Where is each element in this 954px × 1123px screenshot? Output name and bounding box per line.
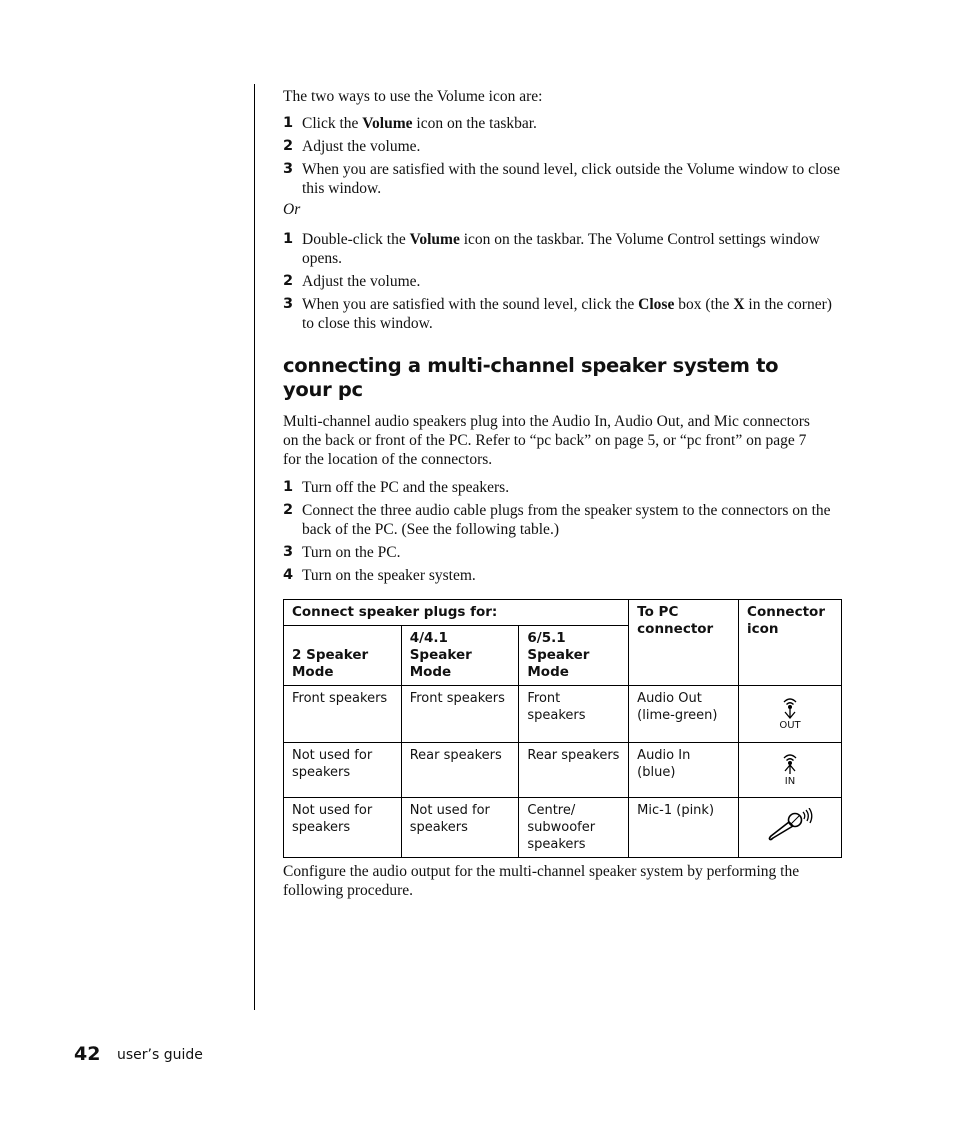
speaker-steps — [283, 478, 843, 589]
step-number: 2 — [283, 138, 294, 154]
table-cell: Rear speakers — [519, 743, 629, 798]
table-row — [284, 743, 842, 798]
footer-title: user’s guide — [117, 1047, 203, 1063]
list-item: 2 Adjust the volume. — [283, 138, 421, 155]
table-row — [284, 798, 842, 858]
icon-cell — [739, 686, 842, 743]
page-number: 42 — [74, 1043, 101, 1065]
table-cell: Not used for speakers — [284, 743, 402, 798]
connector-table — [283, 599, 842, 858]
icon-cell — [739, 798, 842, 858]
table-header-row — [284, 600, 842, 626]
table-cell: Mic-1 (pink) — [629, 798, 739, 858]
table-cell: Not used for speakers — [401, 798, 519, 858]
list-item: 1 Turn off the PC and the speakers. — [283, 479, 510, 496]
step-number: 3 — [283, 161, 294, 177]
volume-steps-a — [283, 114, 843, 202]
to-pc-header: To PC connector — [629, 600, 739, 686]
table-row — [284, 686, 842, 743]
list-item: 2 Connect the three audio cable plugs from the speaker system to the connectors on the back of the PC. (See the following table.) — [283, 502, 831, 538]
margin-rule — [254, 84, 255, 1010]
mode-header: 6/5.1 Speaker Mode — [519, 626, 629, 686]
volume-intro: The two ways to use the Volume icon are: — [283, 88, 543, 105]
list-item: 1 Double-click the Volume icon on the taskbar. The Volume Control settings window opens. — [283, 231, 820, 267]
icon-header: Connector icon — [739, 600, 842, 686]
audio-out-icon — [779, 697, 800, 731]
list-item: 1 Click the Volume icon on the taskbar. — [283, 115, 537, 132]
step-number: 2 — [283, 273, 294, 289]
list-item: 3 When you are satisfied with the sound level, click the Close box (the X in the corner) to close this window. — [283, 296, 832, 332]
group-header: Connect speaker plugs for: — [284, 600, 629, 626]
step-number: 1 — [283, 115, 294, 131]
icon-cell — [739, 743, 842, 798]
mode-header: 4/4.1 Speaker Mode — [401, 626, 519, 686]
step-number: 2 — [283, 502, 294, 518]
step-number: 1 — [283, 231, 294, 247]
list-item: 3 When you are satisfied with the sound level, click outside the Volume window to close this window. — [283, 161, 840, 197]
table-cell: Front speakers — [519, 686, 629, 743]
step-number: 3 — [283, 296, 294, 312]
step-number: 1 — [283, 479, 294, 495]
table-cell: Front speakers — [401, 686, 519, 743]
table-cell: Rear speakers — [401, 743, 519, 798]
volume-steps-b — [283, 230, 843, 337]
list-item: 2 Adjust the volume. — [283, 273, 421, 290]
table-cell: Audio In (blue) — [629, 743, 739, 798]
audio-in-icon — [780, 753, 800, 787]
microphone-icon — [767, 808, 813, 842]
table-cell: Front speakers — [284, 686, 402, 743]
speaker-outro: Configure the audio output for the multi-channel speaker system by performing the following procedure. — [283, 863, 800, 899]
or-separator: Or — [283, 201, 301, 218]
table-cell: Audio Out (lime-green) — [629, 686, 739, 743]
mode-header: 2 Speaker Mode — [284, 626, 402, 686]
jack-label: IN — [784, 776, 796, 787]
speaker-intro: Multi-channel audio speakers plug into the Audio In, Audio Out, and Mic connectors on the back or front of the PC. Refer to “pc back” on page 5, or “pc front” on page 7 for the location of the connectors. — [283, 413, 810, 468]
table-cell: Not used for speakers — [284, 798, 402, 858]
jack-label: OUT — [779, 720, 801, 731]
table-cell: Centre/ subwoofer speakers — [519, 798, 629, 858]
section-heading: connecting a multi-channel speaker system to your pc — [283, 354, 779, 401]
step-number: 4 — [283, 567, 294, 583]
step-number: 3 — [283, 544, 294, 560]
list-item: 3 Turn on the PC. — [283, 544, 401, 561]
list-item: 4 Turn on the speaker system. — [283, 567, 476, 584]
